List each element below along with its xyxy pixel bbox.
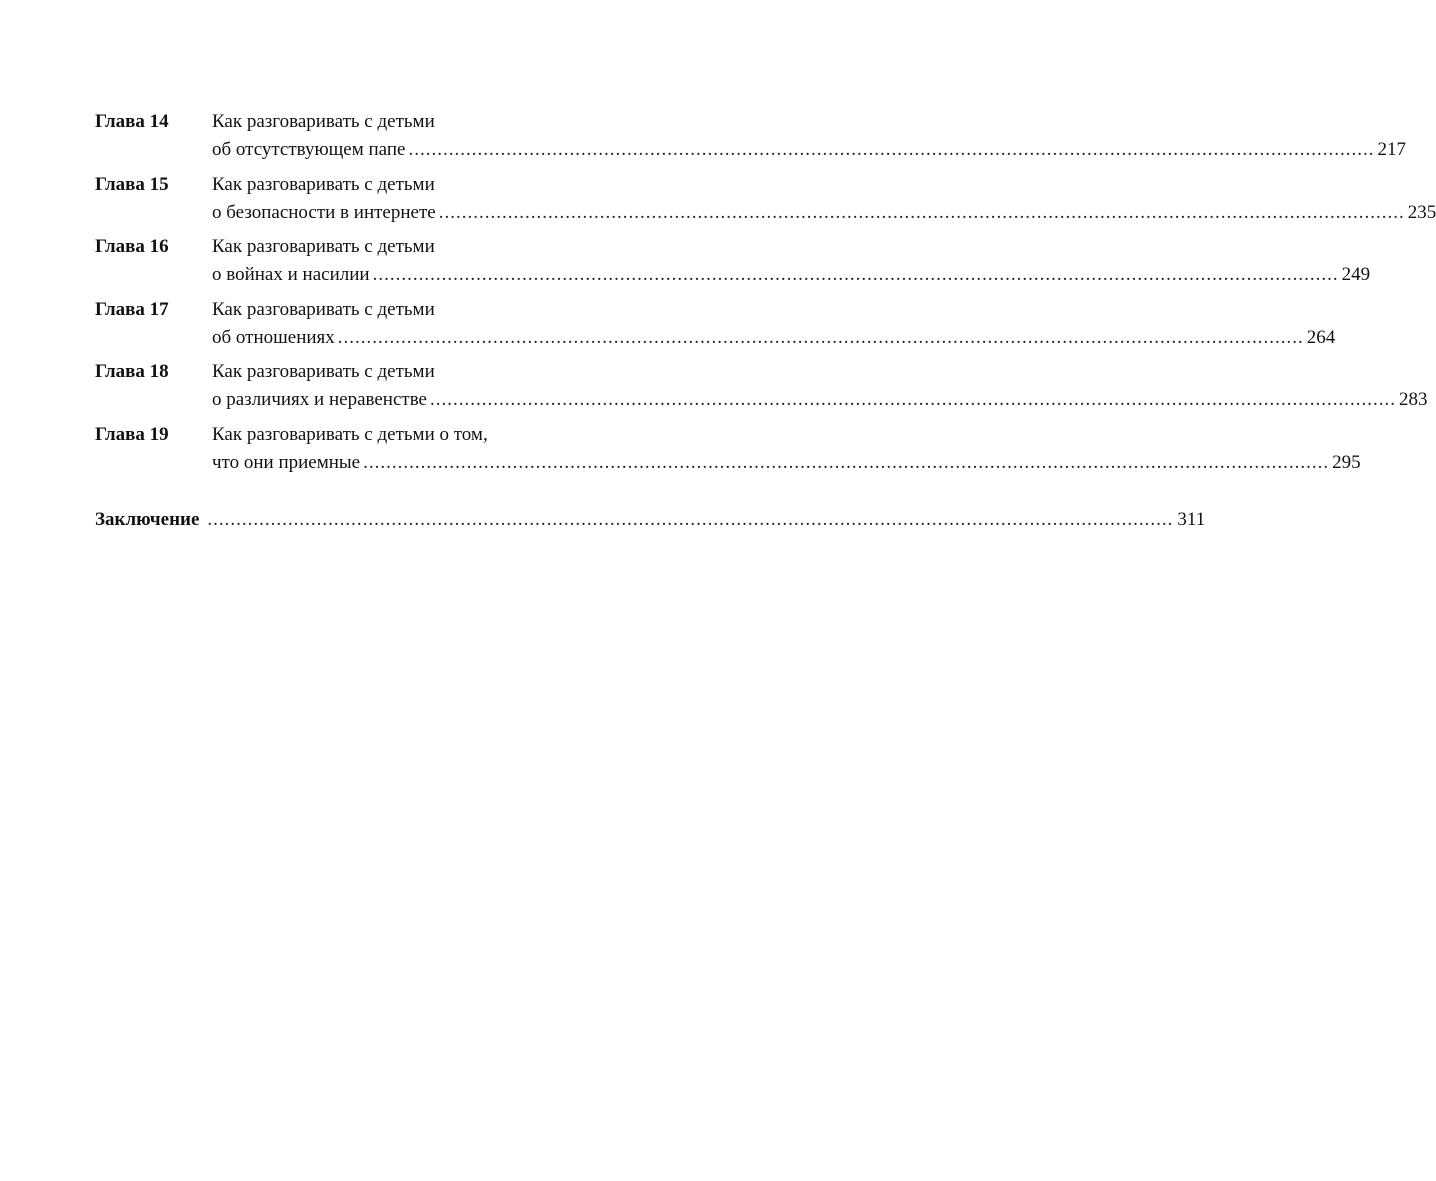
chapter-title bbox=[212, 171, 1436, 227]
page-number: 217 bbox=[1377, 139, 1406, 160]
chapter-title-line-1: Как разговаривать с детьми о том, bbox=[212, 423, 488, 445]
chapter-number: Глава 17 bbox=[95, 298, 169, 320]
toc-entry-chapter-16[interactable] bbox=[95, 233, 1371, 296]
dot-leader bbox=[373, 261, 1339, 289]
chapter-title-line-1: Как разговаривать с детьми bbox=[212, 173, 435, 195]
toc-entry-chapter-18[interactable] bbox=[95, 358, 1428, 421]
chapter-title bbox=[212, 296, 1335, 352]
chapter-title-line-2: о различиях и неравенстве bbox=[212, 389, 427, 410]
chapter-title-line-2: об отсутствующем папе bbox=[212, 139, 406, 160]
toc-entry-conclusion[interactable] bbox=[95, 506, 1206, 534]
toc-entry-chapter-17[interactable] bbox=[95, 296, 1336, 359]
dot-leader bbox=[363, 449, 1329, 477]
chapter-title bbox=[212, 233, 1370, 289]
chapter-title-line-1: Как разговаривать с детьми bbox=[212, 298, 435, 320]
chapter-title-line-1: Как разговаривать с детьми bbox=[212, 361, 435, 382]
chapter-title-line-2: об отношениях bbox=[212, 326, 335, 348]
toc-entry-chapter-14[interactable] bbox=[95, 108, 1406, 171]
chapter-title-line-2-row bbox=[212, 136, 1406, 164]
chapter-title bbox=[212, 358, 1428, 414]
chapter-title-line-2-row bbox=[212, 261, 1370, 289]
dot-leader bbox=[338, 324, 1304, 352]
page-number: 264 bbox=[1306, 326, 1336, 348]
page-number: 295 bbox=[1332, 451, 1361, 473]
chapter-number: Глава 14 bbox=[95, 111, 169, 132]
dot-leader bbox=[439, 199, 1405, 227]
chapter-title-line-1: Как разговаривать с детьми bbox=[212, 111, 435, 132]
conclusion-label: Заключение bbox=[95, 509, 200, 530]
chapter-number: Глава 15 bbox=[95, 173, 169, 195]
chapter-title-line-2: о безопасности в интернете bbox=[212, 201, 436, 223]
chapter-title-line-2-row bbox=[212, 449, 1361, 477]
toc-entry-chapter-19[interactable] bbox=[95, 421, 1361, 484]
page-number: 249 bbox=[1341, 264, 1371, 285]
chapter-title-line-1: Как разговаривать с детьми bbox=[212, 236, 435, 257]
table-of-contents bbox=[95, 108, 1436, 483]
chapter-number: Глава 18 bbox=[95, 361, 169, 382]
chapter-number: Глава 19 bbox=[95, 423, 169, 445]
page-number: 283 bbox=[1399, 389, 1428, 410]
chapter-title bbox=[212, 108, 1406, 164]
dot-leader bbox=[207, 506, 1173, 534]
chapter-title-line-2-row bbox=[212, 199, 1436, 227]
chapter-title-line-2: что они приемные bbox=[212, 451, 361, 473]
chapter-title bbox=[212, 421, 1361, 477]
chapter-title-line-2-row bbox=[212, 324, 1335, 352]
chapter-title-line-2-row bbox=[212, 386, 1428, 414]
chapter-title-line-2: о войнах и насилии bbox=[212, 264, 370, 285]
toc-entry-chapter-15[interactable] bbox=[95, 171, 1436, 234]
page-number: 311 bbox=[1177, 509, 1206, 530]
dot-leader bbox=[430, 386, 1396, 414]
page-number: 235 bbox=[1407, 201, 1436, 223]
dot-leader bbox=[408, 136, 1374, 164]
chapter-number: Глава 16 bbox=[95, 236, 169, 257]
